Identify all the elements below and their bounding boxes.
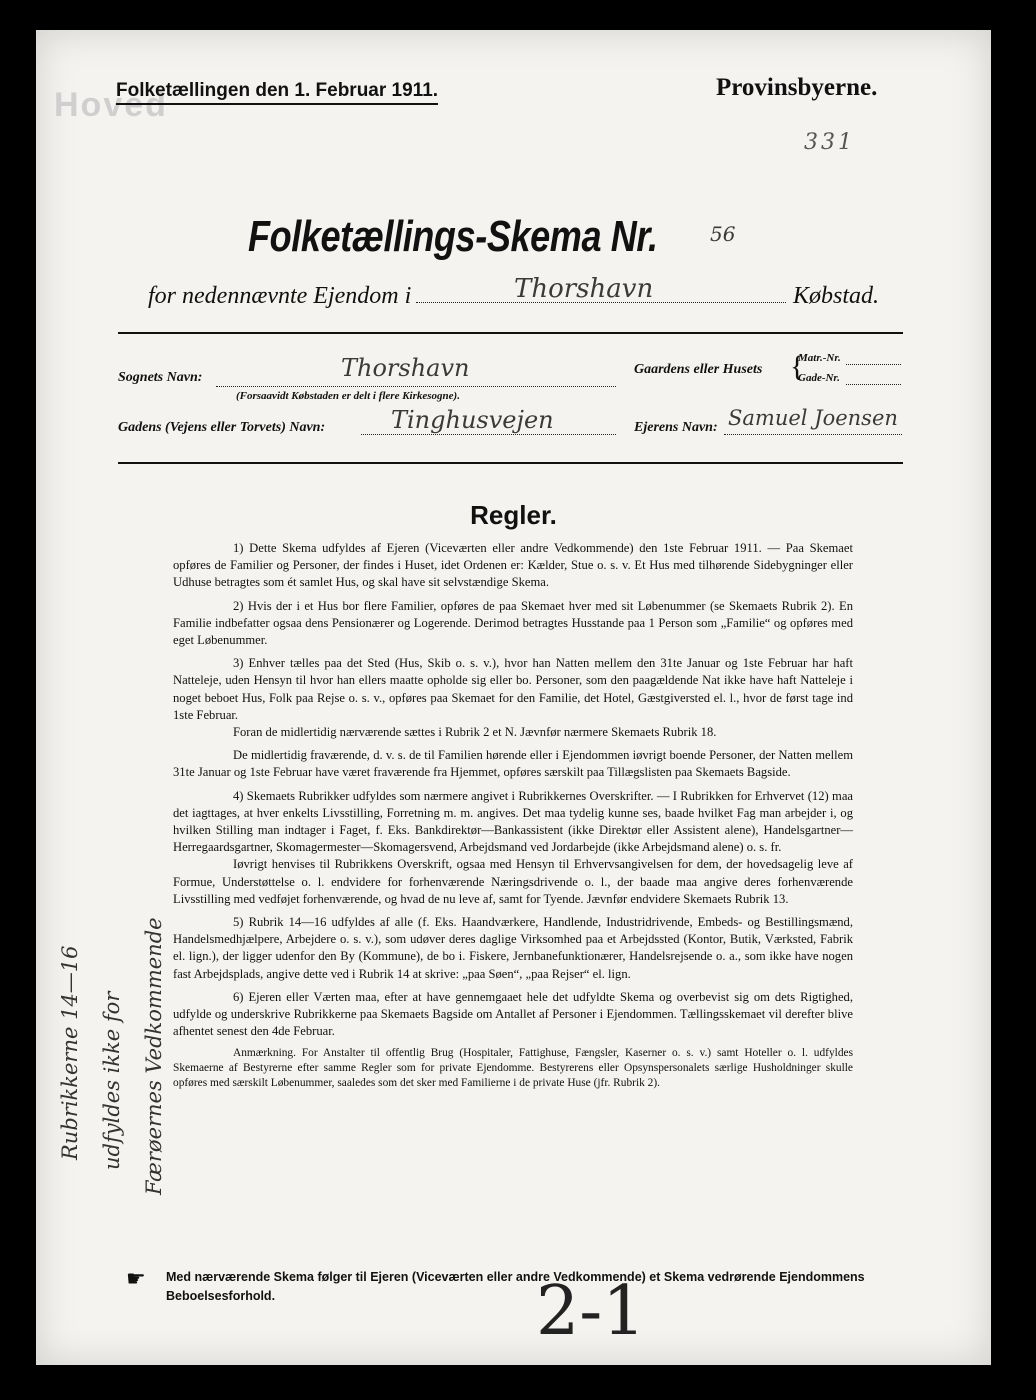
rule-paragraph: 2) Hvis der i et Hus bor flere Familier, opføres de paa Skemaet hver med sit Løbenummer (se Skemaets Rubrik 2). En Familie indbefatter ogsaa dens Pensionærer og Logerende. Derimod betragtes Husstande paa 1 Person som „Familie“ og opføres med eget Løbenummer. [173, 598, 853, 648]
rule-paragraph: Foran de midlertidig nærværende sættes i Rubrik 2 et N. Jævnfør nærmere Skemaets Rubrik 18. [233, 725, 717, 740]
rule-paragraph: 5) Rubrik 14—16 udfyldes af alle (f. Eks. Haandværkere, Handlende, Industridrivende, Embeds- og Bestillingsmænd, Handelsmedhjælpere, Arbejdere o. s. v.), som udøver deres daglige Virksomhed paa et Arbejdssted (Kontor, Butik, Værksted, Fabrik el. lign.), der ligger udenfor den By (Kommune), de bo i. Fiskere, Jernbanefunktionærer, Handelsrejsende o. a., som ikke have nogen fast Arbejdsplads, angive dette ved i Rubrik 14 at skrive: „paa Søen“, „paa Rejser“ el. lign. [173, 915, 853, 981]
rule-paragraph: 4) Skemaets Rubrikker udfyldes som nærmere angivet i Rubrikkernes Overskrifter. — I Rubrikken for Erhvervet (12) maa det iagttages, at hver enkelts Livsstilling, Forretning m. m. angives. Det maa tydelig kunne ses, baade hvilket Fag man arbejder i, og hvilken Stilling man indtager i Faget, f. Eks. Bankdirektør—Bankassistent (ikke Direktør eller Assistent alene), Handelsgartner—Herregaardsgartner, Skomagermester—Skomagersvend, Arbejdsmand ved Jordarbejde (ikke Arbejdsmand alene) o. s. fr. [173, 788, 853, 855]
matr-dotline [846, 364, 901, 365]
footer-handwritten: 2-1 [536, 1272, 646, 1351]
street-value: Tinghusvejen [391, 406, 554, 434]
side-note-line2: udfyldes ikke for [100, 991, 124, 1170]
region-title: Provinsbyerne. [716, 74, 878, 101]
pen-number: 331 [804, 130, 855, 155]
side-note-line1: Rubrikkerne 14—16 [58, 945, 82, 1160]
form-title: Folketællings-Skema Nr. [248, 212, 658, 261]
parish-note: (Forsaavidt Købstaden er delt i flere Kirkesogne). [236, 390, 460, 402]
rule-paragraph: 3) Enhver tælles paa det Sted (Hus, Skib o. s. v.), hvor han Natten mellem den 31te Januar og 1ste Februar har haft Natteleje, uden Hensyn til hvor han ellers maatte opholde sig eller bo. Personer, som den paagældende Nat ikke have haft Natteleje i noget beboet Hus, Folk paa Rejse o. s. v., opføres paa Skemaet for den Familie, det Hotel, Gæstgiversted el. l., hvor de først tage ind 1ste Februar. [173, 656, 853, 722]
owner-label: Ejerens Navn: [634, 420, 718, 435]
top-rule [118, 332, 903, 334]
gade-dotline [846, 384, 901, 385]
pointing-hand-icon: ☛ [126, 1266, 146, 1291]
street-dotline [361, 434, 616, 435]
rules-body [173, 540, 853, 1097]
property-label: for nedennævnte Ejendom i [148, 283, 412, 309]
farm-label: Gaardens eller Husets [634, 362, 763, 377]
brace-icon: { [790, 350, 805, 383]
parish-value: Thorshavn [341, 354, 470, 382]
mid-rule [118, 462, 903, 464]
owner-value: Samuel Joensen [728, 406, 898, 430]
parish-label: Sognets Navn: [118, 370, 203, 385]
rule-paragraph: De midlertidig fraværende, d. v. s. de til Familien hørende eller i Ejendommen iøvrigt boende Personer, der Natten mellem 31te Januar og 1ste Februar have været fraværende fra Hjemmet, opføres særskilt paa Tillægslisten paa Skemaets Bagside. [173, 748, 853, 780]
footer-note: Med nærværende Skema følger til Ejeren (Viceværten eller andre Vedkommende) et Skema vedrørende Ejendommens Beboelsesforhold. [166, 1270, 865, 1303]
matr-label: Matr.-Nr. [798, 352, 841, 364]
kobstad-label: Købstad. [793, 283, 880, 309]
rule-paragraph: Iøvrigt henvises til Rubrikkens Overskrift, ogsaa med Hensyn til Erhvervsangivelsen for dem, der hovedsagelig leve af Formue, Understøttelse o. l. endvidere for forhenværende Næringsdrivende o. l., der baade maa angive deres forhenværende Livsstilling med vedføjet forhenværende, og hvad de nu leve af, samt for Tyende. Jævnfør endvidere Skemaets Rubrik 13. [173, 857, 853, 906]
faint-stamp: Hoved [54, 86, 168, 124]
town-handwritten: Thorshavn [514, 274, 654, 304]
census-title: Folketællingen den 1. Februar 1911. [116, 80, 438, 105]
side-note-line3: Færøernes Vedkommende [142, 917, 166, 1195]
gade-label: Gade-Nr. [798, 372, 840, 384]
owner-dotline [724, 434, 902, 435]
census-form-sheet [36, 30, 991, 1365]
street-label: Gadens (Vejens eller Torvets) Navn: [118, 420, 326, 435]
rules-heading: Regler. [470, 500, 557, 530]
rule-note: Anmærkning. For Anstalter til offentlig Brug (Hospitaler, Fattighuse, Fængsler, Kaserner o. s. v.) samt Hoteller o. l. udfyldes Skemaerne af Bestyrerne efter samme Regler som for private Ejendomme. Bestyrerens eller Opsynspersonalets særlige Husholdninger skulle opføres med særskilt Løbenummer, saaledes som det sker med Familierne i de private Huse (jfr. Rubrik 2). [173, 1047, 853, 1090]
rule-paragraph: 6) Ejeren eller Værten maa, efter at have gennemgaaet hele det udfyldte Skema og overbevist sig om dets Rigtighed, udfylde og underskrive Rubrikkerne paa Skemaets Bagside om Antallet af Personer i Ejendommen. Tællingsskemaet vil derefter blive afhentet senest den 4de Februar. [173, 989, 853, 1039]
form-number: 56 [710, 222, 736, 246]
parish-dotline [216, 386, 616, 387]
rule-paragraph: 1) Dette Skema udfyldes af Ejeren (Viceværten eller andre Vedkommende) den 1ste Februar 1911. — Paa Skemaet opføres de Familier og Personer, der findes i Huset, idet Ordenen er: Kælder, Stue o. s. v. Et Hus med tilhørende Sidebygninger eller Udhuse betragtes som ét samlet Hus, og skal have sit selvstændige Skema. [173, 541, 853, 590]
